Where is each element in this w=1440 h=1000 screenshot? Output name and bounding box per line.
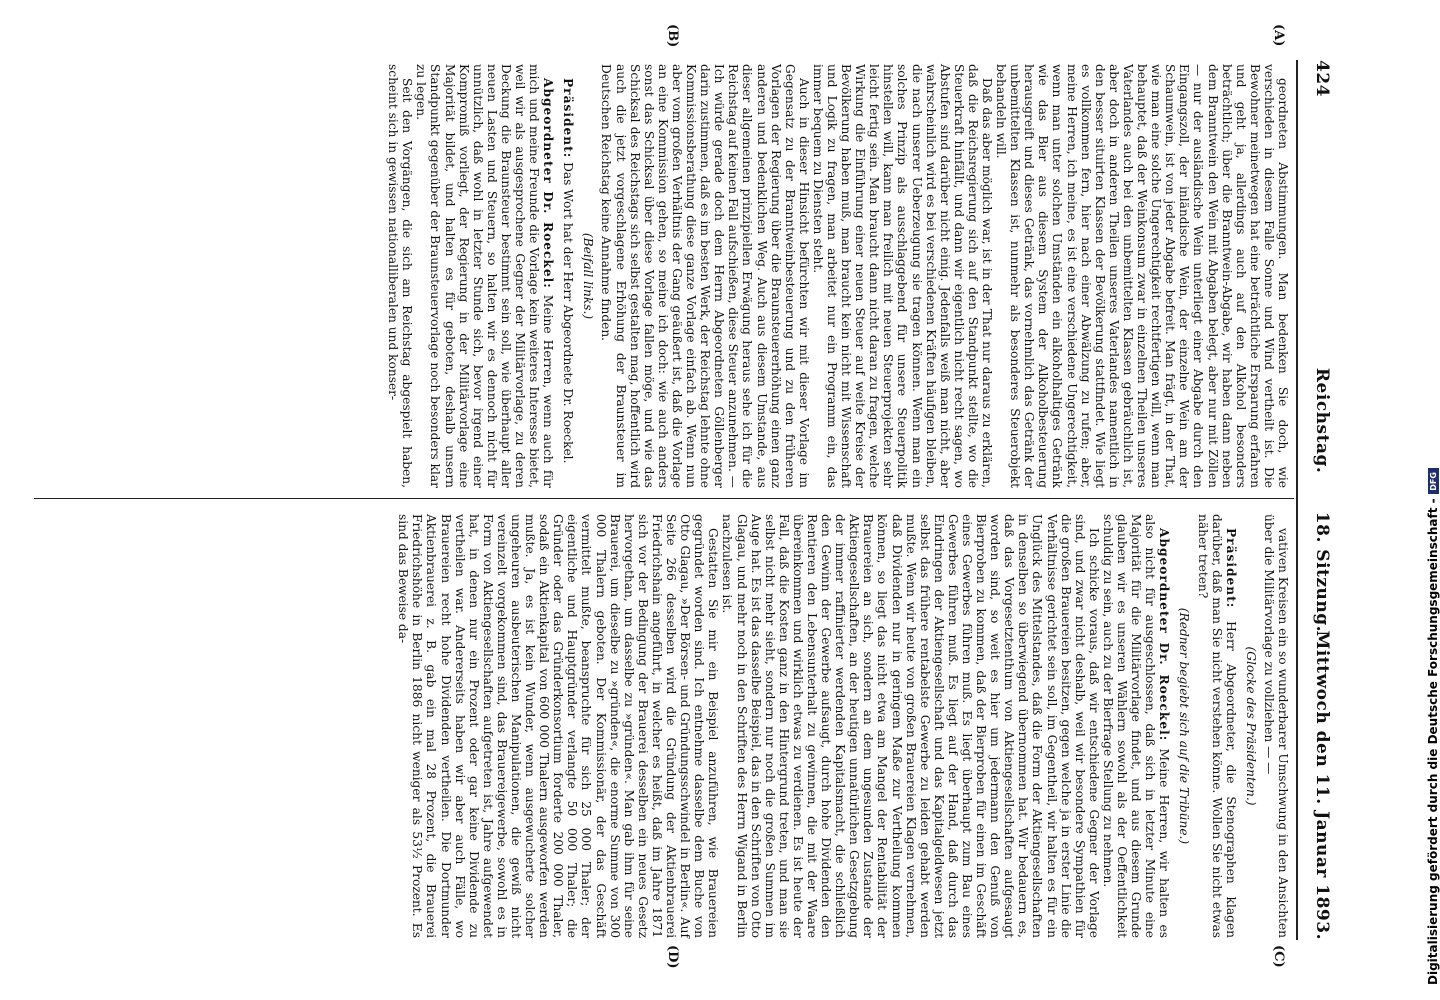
margin-marker-a: (A): [1271, 24, 1286, 47]
interjection-note: (Glocke des Präsidenten.): [1243, 646, 1258, 806]
speaker-label: Präsident:: [561, 78, 576, 159]
paragraph: Auch in dieser Hinsicht befürchten wir mit dieser Vorlage im Gegensatz zu der Branntweinbesteuerung und zu den früheren Vorlagen der Regierung über die Braunsteuererhöhung einen ganz anderen und bedenklichen Weg. Auch aus diesem Umstande, aus dieser allgemeinen prinzipiellen Erwägung heraus sehe ich für die Reichstag auf keinen Fall aufschießen, diese Steuer anzunehmen. — Ich würde gerade doch dem Herrn Abgeordneten Göllenberger darin zustimmen, daß es im besten Werk, der Reichstag lehnte ohne Kommissionsberathung diese ganze Vorlage einfach ab. Wenn nun aber vom großen Verhältnis der Gang geäußert ist, daß die Vorlage an eine Kommission gehen, so meine ich doch: wie auch anders sonst das Schicksal über diese Vorlage fallen möge, und wie das Schicksal des Reichstags sich selbst gestalten mag, hoffentlich wird auch die jetzt vorgeschlagene Erhöhung der Braunsteuer im Deutschen Reichstag keine Annahme finden.: [599, 64, 811, 488]
page-number: 424: [1312, 60, 1332, 97]
paragraph: geordneten Abstimmungen. Man bedenken Sie doch, wie verschieden in diesem Falle Sonne und Wind vertheilt ist. Die Bewohner meinetwegen hat eine beträchtliche Ersparung erfahren und geht ja, allerdings auch auf den Alkohol besonders beträchtlich; über die Branntwein-Abgabe, wir haben dann neben dem Branntwein den Wein mit Abgaben belegt, aber nur mit Zöllen — nur der ausländische Wein unterliegt einer Abgabe durch den Eingangszoll, der inländische Wein, der einzelne Wein am der Schaumwein, ist von jeder Abgabe befreit. Man frägt, in der That, wie man eine solche Ungerechtigkeit rechtfertigen will, wenn man behauptet, daß der Weinkonsum zwar in einzelnen Theilen unseres Vaterlandes auch bei den unbemittelten Klassen gebräuchlich ist, aber doch in anderen Theilen unseres Vaterlandes namentlich in den besser situirten Klassen der Bevölkerung stattfindet. Wie liegt es vollkommen fern, hier nach einer Abwälzung zu rufen; aber, meine Herren, ich meine, es ist eine verschiedene Ungerechtigkeit, wenn man unter solchen Umständen ein alkoholhaltiges Getränk wie das Bier aus diesem System der Alkoholbesteuerung herausgreift und dieses Getränk, das vornehmlich das Getränk der unbemittelten Klassen ist, nunmehr als besonderes Steuerobjekt behandeln will.: [994, 64, 1290, 488]
header-title: Reichstag.: [1312, 367, 1332, 474]
paragraph: vativen Kreisen ein so wunderbarer Umschwung in den Ansichten über die Militärvorlage zu vollziehen — —: [1261, 514, 1290, 938]
header-date: Mittwoch den 11. Januar 1893.: [1312, 630, 1332, 940]
paragraph: Ich schicke voraus, daß wir entschiedene Gegner der Vorlage sind, und zwar nicht deshalb, weil wir besondere Sympathien für die großen Brauereien besitzen, gegen welche ja in erster Linie die Verhältnisse gerichtet sein soll, im Gegentheil, wir halten es für ein Unglück des Mittelstandes, daß die Form der Aktiengesellschaften in denselben so überwiegend übernommen hat. Wir bedauern es, daß das Vorgesetztenthum von Aktiengesellschaften aufgesaugt worden sind, so weit es hier um jedermann den Genuß von Bierproben zu kommen, daß der Bierproben für einen im Geschäft eines Gewerbes führen muß. Es liegt überhaupt zum Bau eines Gewerbes führen muß. Es liegt auf der Hand, daß durch das Eindringen der Aktiengesellschaft und das Kapitalgeldwesen jetzt selbst das frühere rentabelste Gewerbe zu leiden gehabt werden mußte. Wenn wir heute von großen Brauereien Klagen vernehmen, daß Dividenden nur in geringem Maße zur Vertheilung kommen können, so liegt das nicht etwa am Mangel der Rentabilität der Brauereien an sich, sondern an dem ungesunden Zustande der Aktiengesellschaften, an der heutigen unnatürlichen Gesetzgebung der immer raffinierter werdenden Kapitalsmacht, die schließlich den Gewinn der Gewerbe aufsaugt, durch hohe Dividenden den Rentieren den Lebensunterhalt zu gewinnen, die mit der Waare übereinkommen und wirklich etwas zu verdienen. Es ist heute der Fall, daß die Kosten ganz in den Hintergrund treten, und man sie selbst nicht mehr sieht, sondern nur noch die großen Summen im Auge hat. Es ist das dasselbe Beispiel, das in den Schriften von Otto Glagau, und mehr noch in den Schriften des Herrn Wigand in Berlin nachzulesen ist.: [720, 514, 1101, 938]
applause-note: (Beifall links.): [581, 232, 596, 320]
speaker-remark: [1101, 514, 1171, 938]
speech-text: Herr Abgeordneter, die Stenographen klagen darüber, daß man Sie nicht verstehen könne. Wollen Sie nicht etwas näher treten?: [1195, 514, 1238, 939]
speaker-label: Abgeordneter Dr. Roeckel:: [541, 78, 556, 289]
margin-marker-b: (B): [665, 24, 680, 48]
funding-notice: [1426, 468, 1440, 985]
paragraph: Daß das aber möglich war, ist in der That nur daraus zu erklären, daß die Reichsregierung sich auf den Standpunkt stellte, wo die Steuerkraft hinfällt, und dann wir eigentlich nicht recht sagen, wo Abstufen sind darüber nicht einig. Jedenfalls weiß man nicht, aber wahrscheinlich wird es bei verschiedenen Kräften häufigen bleiben, die nach unserer Ueberzeugung sie tragen können. Wenn man ein solches Prinzip als ausschlaggebend für unsere Steuerpolitik hinstellen will, kann man freilich mit neuen Steuerprojekten sehr leicht fertig sein. Man braucht dann nicht daran zu fragen, welche Wirkung die Einführung einer neuen Steuer auf weite Kreise der Bevölkerung haben muß, man braucht kein nicht mit Wissenschaft und Logik zu fragen, man arbeitet nur ein Programm ein, das immer bequem zu Diensten steht.: [810, 64, 995, 488]
funding-text: Digitalisierung gefördert durch die Deutsche Forschungsgemeinschaft -: [1426, 498, 1440, 985]
column-divider: [34, 498, 1294, 499]
right-column: [40, 514, 1290, 938]
page-header: [1302, 60, 1332, 940]
president-remark: [1195, 514, 1237, 938]
speaker-remark: [414, 64, 555, 488]
header-rule: [1296, 60, 1298, 940]
dfg-logo: DFG: [1428, 468, 1439, 494]
paragraph: Seit den Vorgängen, die sich am Reichstag abgespielt haben, scheint sich in gewissen nationalliberalen und konser-: [386, 64, 415, 488]
left-column: [40, 64, 1290, 488]
header-session: 18. Sitzung.: [1312, 511, 1332, 633]
speaker-label: Präsident:: [1223, 528, 1238, 609]
speech-text: Meine Herren, wir halten es also nicht für ausgeschlossen, daß sich in letzter Minute eine Majorität für die Militärvorlage findet, und aus diesem Grunde glauben wir es unseren Wählern sowohl als der Oeffentlichkeit schuldig zu sein, auch zu der Bierfrage Stellung zu nehmen.: [1100, 514, 1172, 939]
paragraph: Gestatten Sie mir ein Beispiel anzuführen, wie Brauereien gegründet worden sind. Ich entnehme dasselbe dem Buche von Otto Glagau, »Der Börsen- und Gründungsschwindel in Berlin«. Auf Seite 266 desselben wird die Gründung der Aktienbrauerei Friedrichshain angeführt, in welcher es heißt, daß im Jahre 1871 sich vor der Bedingung der Brauerei desselben ein neues Gesetz hervorgethan, um dasselbe zu »gründen«. Man gab ihm für seine Brauerei, um dieselbe zu »gründen«, die enorme Summe von 300 000 Thalern geboten. Der Kommissionär, der das Geschäft vermittelt mußte, beanspruchte für sich 25 000 Thaler; der eigentliche und Hauptgründer verlangte 50 000 Thaler; die Gründer oder das Gründerkonsortium forderte 200 000 Thaler, sodaß ein Aktienkapital von 600 000 Thalern ausgeworfen werden mußte. Ja, es ist kein Wunder, wenn ausgewucherte solcher ungeheuren ausbeuterischen Manipulationen, die gewiß nicht vereinzelt vorgekommen sind, das Brauereigewerbe, sowohl es in Form von Aktiengesellschaften aufgetreten ist, Jahre aufgewendet hat, in denen nur ein Prozent oder gar keine Dividende zu vertheilen war. Andererseits haben wir aber auch Fälle, wo Brauereien recht hohe Dividenden vertheilen. Die Dortmunder Aktienbrauerei z. B. gab ein mal 28 Prozent, die Brauerei Friedrichshöhe in Berlin 1886 nicht weniger als 53½ Prozent. Es sind das Beweise da-: [396, 514, 721, 938]
speaker-label: Abgeordneter Dr. Roeckel:: [1157, 528, 1172, 742]
president-remark: [561, 64, 575, 488]
margin-marker-d: (D): [665, 945, 680, 969]
stage-note: (Redner begiebt sich auf die Tribüne.): [1177, 607, 1192, 845]
speech-text: Das Wort hat der Herr Abgeordnete Dr. Roeckel.: [561, 162, 576, 464]
margin-marker-c: (C): [1271, 945, 1286, 968]
speech-text: Meine Herren, wenn auch für mich und meine Freunde die Vorlage kein weiteres Interesse bietet, weil wir als ausgesprochene Gegner der Militärvorlage, zu deren Deckung die Braunsteuer bestimmt sein soll, wie überhaupt aller neuen Lasten und Steuern, so halten wir es dennoch nicht für unnützlich, daß wohl in letzter Stunde sich, bevor irgend einer Kompromiß vorliegt, der Regierung in der Militärvorlage eine Majorität bildet, und halten es für geboten, deshalb unsern Standpunkt gegenüber der Braunsteuervorlage noch besonders klar zu legen.: [414, 64, 556, 489]
footer-strip: [1402, 0, 1440, 1000]
